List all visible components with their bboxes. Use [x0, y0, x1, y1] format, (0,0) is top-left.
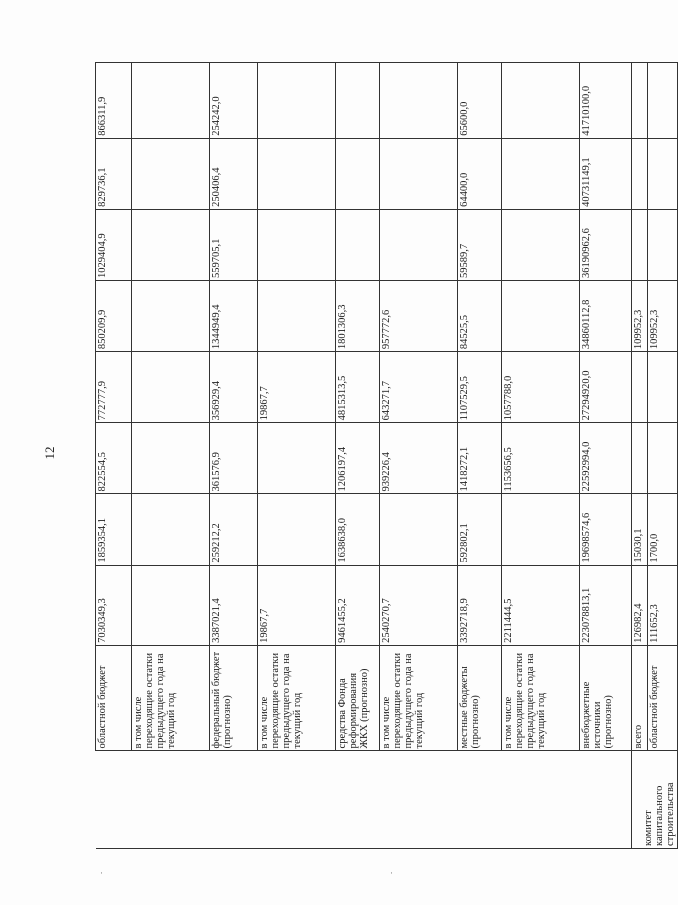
org-cell [132, 751, 210, 849]
value-cell [132, 209, 210, 280]
value-cell [648, 63, 678, 139]
row-label: областной бюджет [648, 645, 678, 751]
value-cell [380, 209, 458, 280]
value-cell [132, 281, 210, 352]
value-cell [336, 209, 380, 280]
table-row [132, 63, 210, 849]
value-cell: 957772,6 [380, 281, 458, 352]
value-cell: 9461455,2 [336, 565, 380, 645]
table-row [458, 63, 502, 849]
value-cell: 356929,4 [210, 352, 258, 423]
org-cell [96, 751, 132, 849]
row-label: в том числе переходящие остатки предыдущего года на текущий год [502, 645, 580, 751]
table-row [380, 63, 458, 849]
value-cell [258, 63, 336, 139]
org-cell [580, 751, 632, 849]
value-cell: 3387021,4 [210, 565, 258, 645]
value-cell [648, 352, 678, 423]
row-label: в том числе переходящие остатки предыдущего года на текущий год [258, 645, 336, 751]
table-row [632, 63, 648, 849]
value-cell: 34860112,8 [580, 281, 632, 352]
org-cell [336, 751, 380, 849]
value-cell: 4815313,5 [336, 352, 380, 423]
org-cell [458, 751, 502, 849]
value-cell [632, 63, 648, 139]
value-cell: 866311,9 [96, 63, 132, 139]
value-cell [258, 423, 336, 494]
value-cell: 40731149,1 [580, 138, 632, 209]
value-cell: 1107529,5 [458, 352, 502, 423]
org-cell [502, 751, 580, 849]
value-cell: 1418272,1 [458, 423, 502, 494]
value-cell: 259212,2 [210, 494, 258, 565]
table-row [648, 63, 678, 849]
value-cell: 250406,4 [210, 138, 258, 209]
table-row [336, 63, 380, 849]
value-cell [132, 352, 210, 423]
row-label: внебюджетные источники (прогнозно) [580, 645, 632, 751]
value-cell: 109952,3 [648, 281, 678, 352]
value-cell: 59589,7 [458, 209, 502, 280]
value-cell: 822554,5 [96, 423, 132, 494]
value-cell: 3392718,9 [458, 565, 502, 645]
value-cell: 1029404,9 [96, 209, 132, 280]
value-cell [648, 209, 678, 280]
row-label: средства Фонда реформирования ЖКХ (прогнозно) [336, 645, 380, 751]
value-cell [502, 494, 580, 565]
value-cell: 1638638,0 [336, 494, 380, 565]
value-cell: 592802,1 [458, 494, 502, 565]
value-cell: 19867,7 [258, 352, 336, 423]
value-cell: 1206197,4 [336, 423, 380, 494]
value-cell [632, 352, 648, 423]
value-cell: 829736,1 [96, 138, 132, 209]
value-cell: 939226,4 [380, 423, 458, 494]
table-row [580, 63, 632, 849]
row-label: в том числе переходящие остатки предыдущего года на текущий год [132, 645, 210, 751]
value-cell: 41710100,0 [580, 63, 632, 139]
value-cell: 1057788,0 [502, 352, 580, 423]
value-cell: 19867,7 [258, 565, 336, 645]
value-cell: 772777,9 [96, 352, 132, 423]
table-row [96, 63, 132, 849]
value-cell [132, 494, 210, 565]
value-cell: 15030,1 [632, 494, 648, 565]
budget-table-scan [95, 62, 676, 849]
value-cell: 27294920,0 [580, 352, 632, 423]
value-cell: 361576,9 [210, 423, 258, 494]
value-cell: 22592994,0 [580, 423, 632, 494]
value-cell: 223078813,1 [580, 565, 632, 645]
value-cell [380, 138, 458, 209]
table-row [258, 63, 336, 849]
value-cell: 1344949,4 [210, 281, 258, 352]
value-cell [502, 281, 580, 352]
value-cell: 1859354,1 [96, 494, 132, 565]
value-cell: 64400,0 [458, 138, 502, 209]
value-cell: 643271,7 [380, 352, 458, 423]
budget-table [95, 62, 678, 849]
value-cell: 126982,4 [632, 565, 648, 645]
value-cell [258, 138, 336, 209]
scan-mark: · [390, 868, 393, 878]
value-cell: 1153656,5 [502, 423, 580, 494]
row-label: местные бюджеты (прогнозно) [458, 645, 502, 751]
value-cell [648, 423, 678, 494]
value-cell [632, 138, 648, 209]
table-row [210, 63, 258, 849]
org-cell [258, 751, 336, 849]
value-cell: 65600,0 [458, 63, 502, 139]
page-number: 12 [42, 446, 57, 460]
row-label: областной бюджет [96, 645, 132, 751]
org-cell [380, 751, 458, 849]
value-cell: 2211444,5 [502, 565, 580, 645]
value-cell: 254242,0 [210, 63, 258, 139]
value-cell [258, 209, 336, 280]
value-cell: 850209,9 [96, 281, 132, 352]
value-cell [132, 63, 210, 139]
value-cell: 36190962,6 [580, 209, 632, 280]
value-cell: 2540270,7 [380, 565, 458, 645]
value-cell [258, 281, 336, 352]
value-cell: 1700,0 [648, 494, 678, 565]
value-cell: 19698574,6 [580, 494, 632, 565]
org-cell [210, 751, 258, 849]
value-cell [632, 209, 648, 280]
value-cell: 84525,5 [458, 281, 502, 352]
row-label: всего [632, 645, 648, 751]
value-cell [132, 138, 210, 209]
org-cell: комитет капитального строительства [632, 751, 678, 849]
value-cell [632, 423, 648, 494]
value-cell [502, 209, 580, 280]
value-cell [336, 138, 380, 209]
value-cell: 109952,3 [632, 281, 648, 352]
value-cell [648, 138, 678, 209]
value-cell: 7030349,3 [96, 565, 132, 645]
table-row [502, 63, 580, 849]
value-cell [132, 565, 210, 645]
value-cell [380, 494, 458, 565]
value-cell: 111652,3 [648, 565, 678, 645]
value-cell [336, 63, 380, 139]
value-cell [132, 423, 210, 494]
value-cell [380, 63, 458, 139]
scan-mark: · [100, 868, 103, 878]
value-cell [502, 63, 580, 139]
value-cell: 1801306,3 [336, 281, 380, 352]
row-label: федеральный бюджет (прогнозно) [210, 645, 258, 751]
value-cell: 559705,1 [210, 209, 258, 280]
value-cell [258, 494, 336, 565]
value-cell [502, 138, 580, 209]
row-label: в том числе переходящие остатки предыдущего года на текущий год [380, 645, 458, 751]
